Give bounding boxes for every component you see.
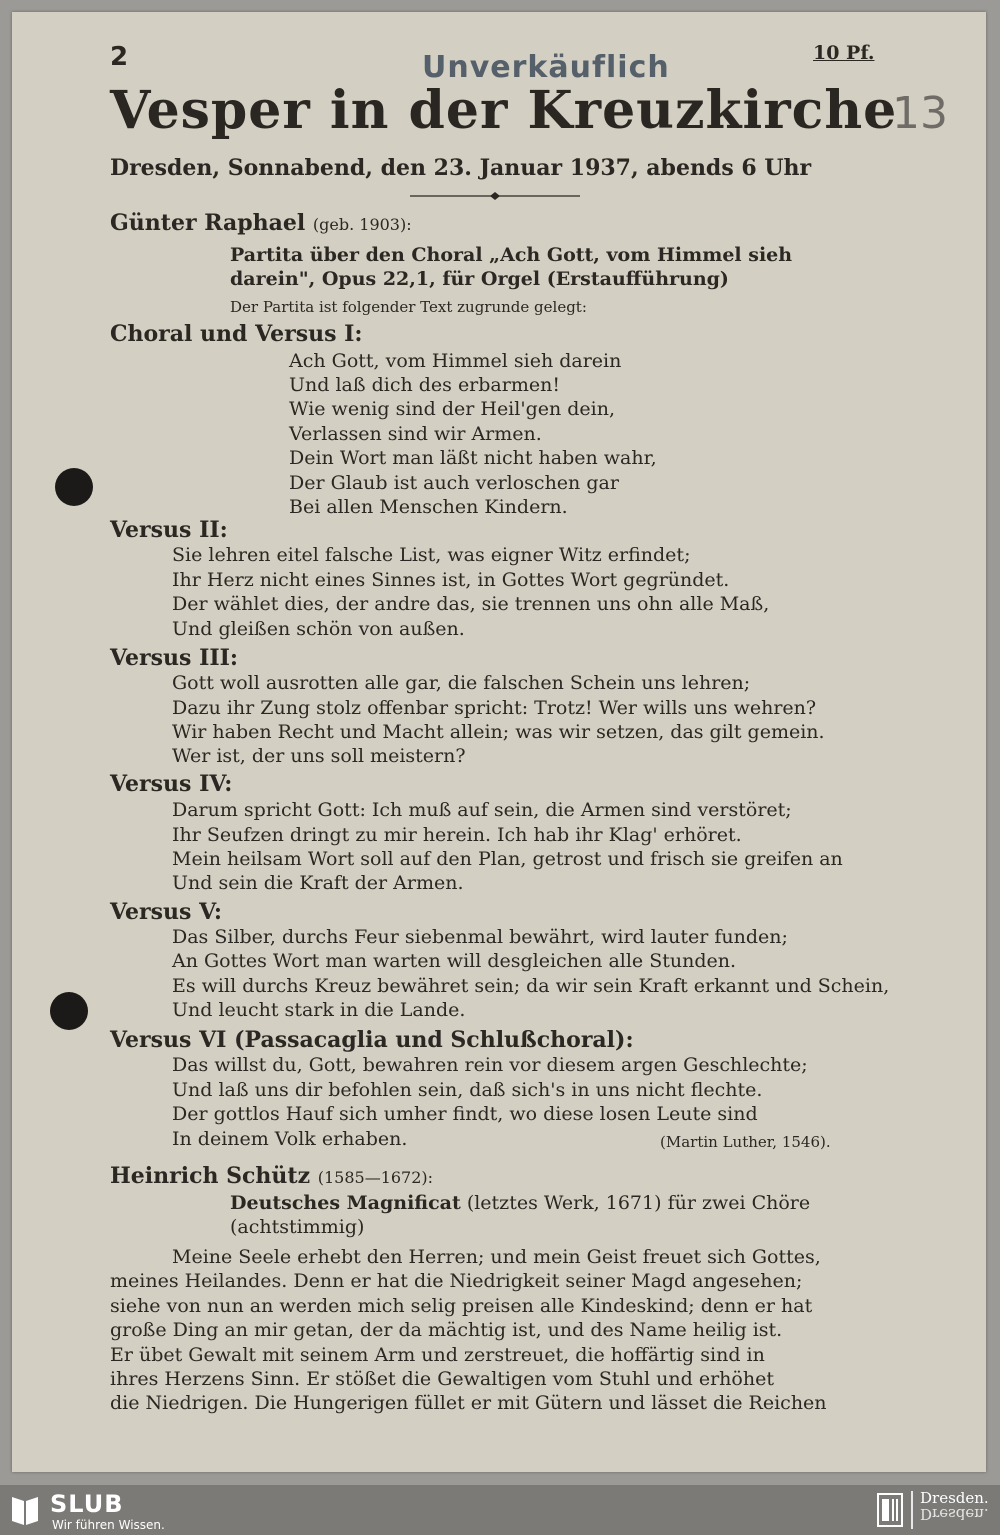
verse-line: Wie wenig sind der Heil'gen dein, (289, 398, 616, 420)
section-heading: Choral und Versus I: (110, 321, 363, 347)
verse-line: Der gottlos Hauf sich umher findt, wo diese losen Leute sind (172, 1103, 758, 1125)
verse-line: Und laß dich des erbarmen! (289, 374, 560, 396)
punch-hole (50, 992, 88, 1030)
punch-hole (55, 468, 93, 506)
section-heading: Versus V: (110, 899, 223, 925)
verse-line: Bei allen Menschen Kindern. (289, 496, 568, 518)
verse-line: Ihr Herz nicht eines Sinnes ist, in Gottes Wort gegründet. (172, 569, 730, 591)
magnificat-line: die Niedrigen. Die Hungerigen füllet er mit Gütern und lässet die Reichen (110, 1392, 827, 1414)
slub-tagline: Wir führen Wissen. (52, 1518, 165, 1532)
verse-line: Sie lehren eitel falsche List, was eigner Witz erfindet; (172, 544, 691, 566)
stamp-unverkaeuflich: Unverkäuflich (422, 50, 670, 85)
verse-line: Darum spricht Gott: Ich muß auf sein, die Armen sind verstöret; (172, 799, 792, 821)
section-heading: Versus II: (110, 517, 228, 543)
composer-heading-schuetz: Heinrich Schütz (1585—1672): (110, 1163, 434, 1189)
footer-bar (0, 1485, 1000, 1535)
verse-line: Mein heilsam Wort soll auf den Plan, getrost und frisch sie greifen an (172, 848, 843, 870)
divider-ornament (410, 192, 580, 200)
verse-line: Und sein die Kraft der Armen. (172, 872, 464, 894)
verse-line: An Gottes Wort man warten will desgleichen alle Stunden. (172, 950, 737, 972)
verse-line: Und gleißen schön von außen. (172, 618, 465, 640)
magnificat-line: meines Heilandes. Denn er hat die Niedrigkeit seiner Magd angesehen; (110, 1270, 803, 1292)
magnificat-line: große Ding an mir getan, der da mächtig ist, und des Name heilig ist. (110, 1319, 783, 1341)
composer-heading-raphael: Günter Raphael (geb. 1903): (110, 210, 412, 236)
section-heading: Versus VI (Passacaglia und Schlußchoral): (110, 1027, 634, 1053)
verse-line: Wir haben Recht und Macht allein; was wir setzen, das gilt gemein. (172, 721, 825, 743)
magnificat-line: Meine Seele erhebt den Herren; und mein Geist freuet sich Gottes, (172, 1246, 821, 1268)
dresden-coat-of-arms-icon (877, 1493, 903, 1527)
verse-line: Und leucht stark in die Lande. (172, 999, 466, 1021)
magnificat-line: Er übet Gewalt mit seinem Arm und zerstreuet, die hoffärtig sind in (110, 1344, 765, 1366)
magnificat-line: siehe von nun an werden mich selig preisen alle Kindeskind; denn er hat (110, 1295, 813, 1317)
slub-logo-text[interactable]: SLUB (50, 1490, 124, 1518)
partita-note: Der Partita ist folgender Text zugrunde gelegt: (230, 298, 587, 316)
verse-line: Das willst du, Gott, bewahren rein vor diesem argen Geschlechte; (172, 1054, 808, 1076)
price-label: 10 Pf. (813, 42, 875, 64)
verse-line: Gott woll ausrotten alle gar, die falschen Schein uns lehren; (172, 672, 751, 694)
verse-line: Wer ist, der uns soll meistern? (172, 745, 466, 767)
verse-line: Verlassen sind wir Armen. (289, 423, 542, 445)
verse-line: Dein Wort man läßt nicht haben wahr, (289, 447, 657, 469)
verse-line: Es will durchs Kreuz bewähret sein; da wir sein Kraft erkannt und Schein, (172, 975, 890, 997)
verse-line: In deinem Volk erhaben. (172, 1128, 408, 1150)
page-subtitle: Dresden, Sonnabend, den 23. Januar 1937, abends 6 Uhr (110, 155, 812, 181)
dresden-logo-text[interactable]: Dresden. (920, 1489, 989, 1507)
verse-line: Dazu ihr Zung stolz offenbar spricht: Trotz! Wer wills uns wehren? (172, 697, 817, 719)
section-heading: Versus IV: (110, 771, 233, 797)
work-title-line1: Partita über den Choral „Ach Gott, vom Himmel sieh (230, 244, 793, 266)
page-title: Vesper in der Kreuzkirche (110, 80, 898, 141)
book-icon (10, 1493, 40, 1527)
attribution: (Martin Luther, 1546). (660, 1133, 831, 1151)
verse-line: Ach Gott, vom Himmel sieh darein (289, 350, 622, 372)
verse-line: Und laß uns dir befohlen sein, daß sich's in uns nicht flechte. (172, 1079, 763, 1101)
page-number: 2 (110, 42, 129, 72)
section-heading: Versus III: (110, 645, 239, 671)
handwritten-mark: 13 (892, 88, 948, 139)
verse-line: Der Glaub ist auch verloschen gar (289, 472, 619, 494)
divider (911, 1491, 913, 1529)
work-title-line2: darein", Opus 22,1, für Orgel (Erstaufführung) (230, 268, 729, 290)
verse-line: Ihr Seufzen dringt zu mir herein. Ich hab ihr Klag' erhöret. (172, 824, 742, 846)
dresden-logo-mirror: Dresden. (920, 1505, 989, 1523)
verse-line: Der wählet dies, der andre das, sie trennen uns ohn alle Maß, (172, 593, 770, 615)
work-title-schuetz: Deutsches Magnificat (letztes Werk, 1671) für zwei Chöre (230, 1192, 811, 1214)
verse-line: Das Silber, durchs Feur siebenmal bewährt, wird lauter funden; (172, 926, 788, 948)
magnificat-line: ihres Herzens Sinn. Er stößet die Gewaltigen vom Stuhl und erhöhet (110, 1368, 774, 1390)
work-subtitle-schuetz: (achtstimmig) (230, 1216, 365, 1238)
